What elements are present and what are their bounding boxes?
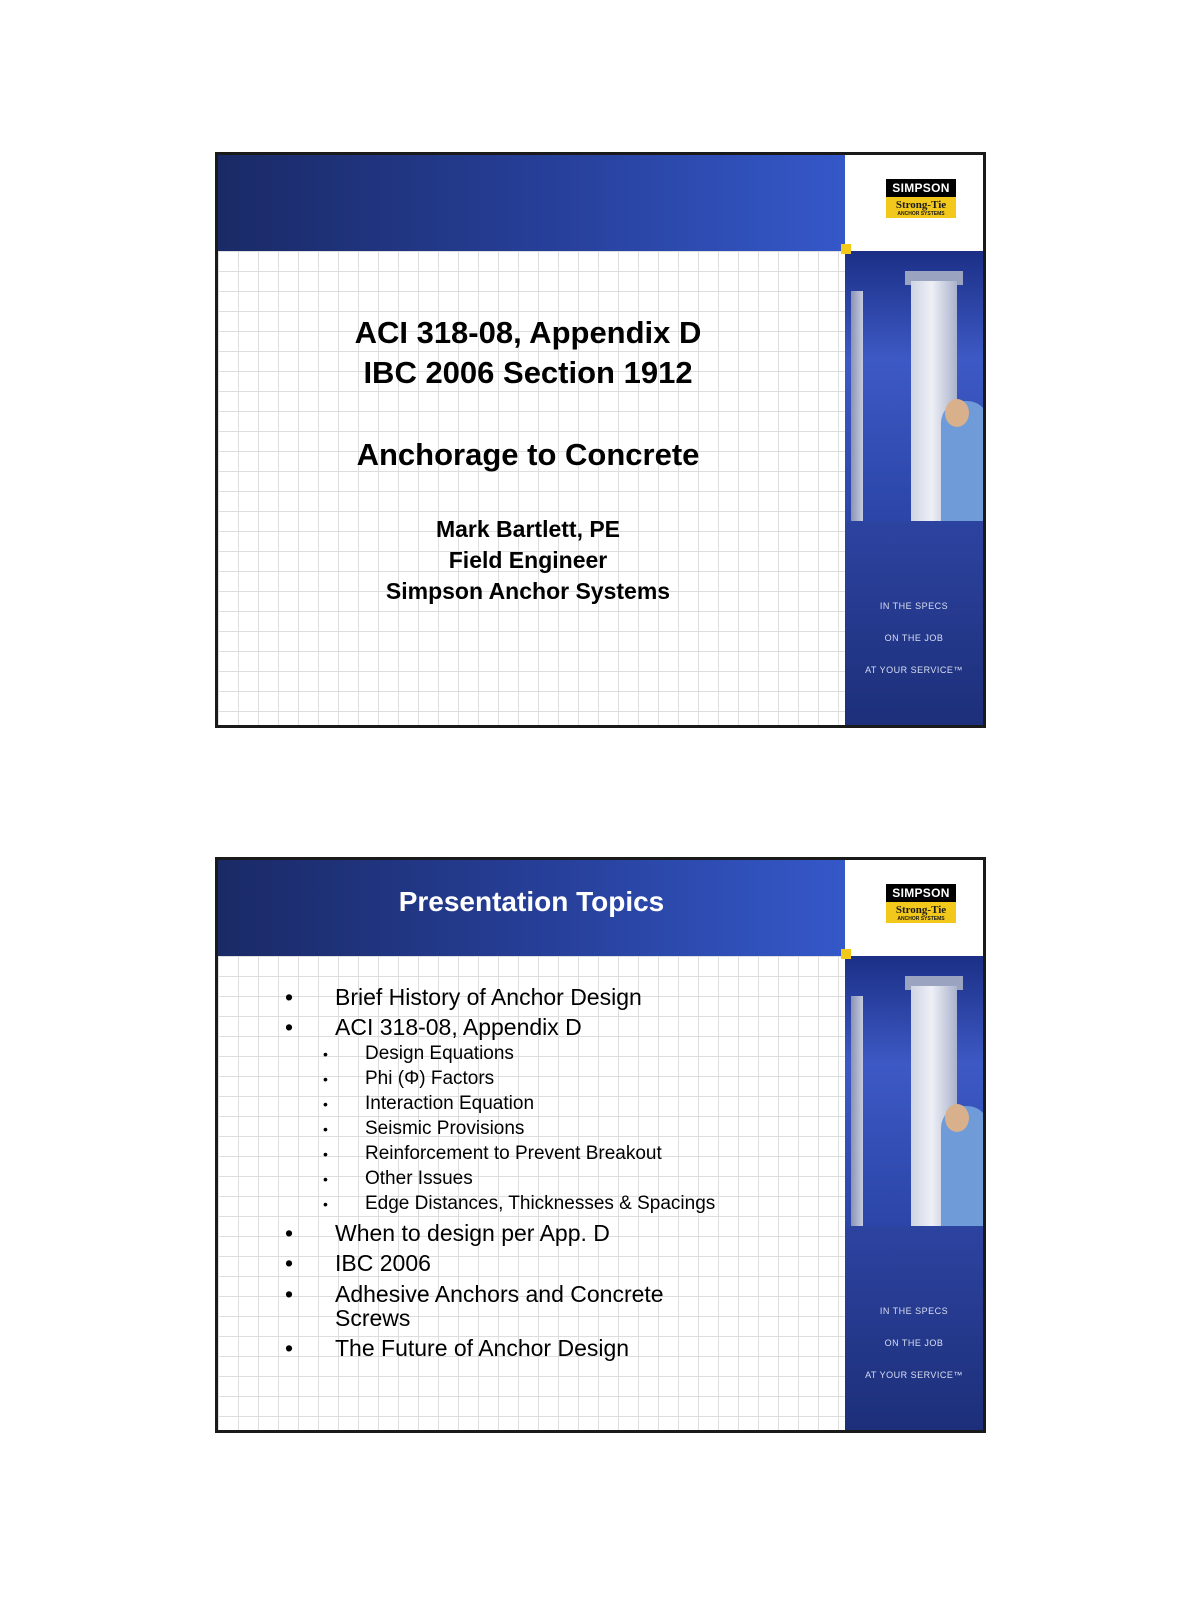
simpson-strong-tie-logo	[886, 884, 956, 923]
bullet-icon: •	[285, 1335, 294, 1361]
bullet-icon: •	[285, 1220, 294, 1246]
sub-bullet-icon: •	[323, 1171, 328, 1187]
accent-square	[841, 949, 851, 959]
author-name: Mark Bartlett, PE	[435, 516, 621, 542]
bullet-icon: •	[285, 984, 294, 1010]
photo-engineer-head	[945, 1104, 969, 1132]
lab-photo	[845, 251, 983, 521]
sub-bullet-icon: •	[323, 1046, 328, 1062]
photo-lower-area	[845, 1226, 983, 1430]
logo-area	[845, 860, 983, 956]
tagline-specs: IN THE SPECS	[879, 1306, 949, 1316]
logo-area	[845, 155, 983, 251]
bullet-icon: •	[285, 1014, 294, 1040]
author-group	[258, 514, 798, 607]
simpson-strong-tie-logo	[886, 179, 956, 218]
accent-square	[841, 244, 851, 254]
side-panel	[845, 860, 983, 1430]
title-slide	[215, 152, 986, 728]
logo-sub-text: ANCHOR SYSTEMS	[897, 211, 945, 217]
tagline-job: ON THE JOB	[884, 633, 944, 643]
title-group	[258, 313, 798, 393]
sub-bullet-icon: •	[323, 1146, 328, 1162]
logo-simpson-text: SIMPSON	[886, 179, 956, 197]
slide-header-bar	[218, 155, 845, 251]
logo-simpson-text: SIMPSON	[886, 884, 956, 902]
tagline-service: AT YOUR SERVICE™	[865, 665, 963, 675]
logo-brand-text: Strong-Tie	[895, 904, 947, 916]
author-role: Field Engineer	[448, 547, 608, 573]
subtitle-group	[258, 435, 798, 475]
sub-bullet-icon: •	[323, 1196, 328, 1212]
lab-photo	[845, 956, 983, 1226]
bullet-icon: •	[285, 1250, 294, 1276]
side-panel	[845, 155, 983, 725]
photo-pillar	[851, 996, 863, 1226]
subtitle: Anchorage to Concrete	[356, 437, 700, 472]
author-company: Simpson Anchor Systems	[385, 578, 671, 604]
tagline-specs: IN THE SPECS	[879, 601, 949, 611]
title-line-2: IBC 2006 Section 1912	[363, 355, 693, 390]
sub-bullet-icon: •	[323, 1096, 328, 1112]
tagline-service: AT YOUR SERVICE™	[865, 1370, 963, 1380]
tagline-job: ON THE JOB	[884, 1338, 944, 1348]
logo-sub-text: ANCHOR SYSTEMS	[897, 916, 945, 922]
sub-bullet-icon: •	[323, 1121, 328, 1137]
logo-brand-text: Strong-Tie	[895, 199, 947, 211]
photo-lower-area	[845, 521, 983, 725]
slide-title: Presentation Topics	[398, 886, 665, 917]
title-line-1: ACI 318-08, Appendix D	[354, 315, 702, 350]
photo-pillar	[851, 291, 863, 521]
topics-slide: Presentation Topics SIMPSON Strong-Tie ANCHOR SYSTEMS IN THE SPECS ON THE JOB AT YOUR SERVICE™ • Brief History of Anchor Design • ACI 318-08, Appendix D • Design Equations • Phi (Φ) Factors • Interaction Equation • Seismic Provisions • Reinforcement to Prevent Breakout • Other Issues • Edge Distances, Thicknesses & Spacings • When to design per App. D • IBC 2006 • Adhesive Anchors and Concrete Screws • The Future of Anchor Design	[215, 857, 986, 1433]
bullet-icon: •	[285, 1281, 294, 1307]
sub-bullet-icon: •	[323, 1071, 328, 1087]
photo-engineer-head	[945, 399, 969, 427]
